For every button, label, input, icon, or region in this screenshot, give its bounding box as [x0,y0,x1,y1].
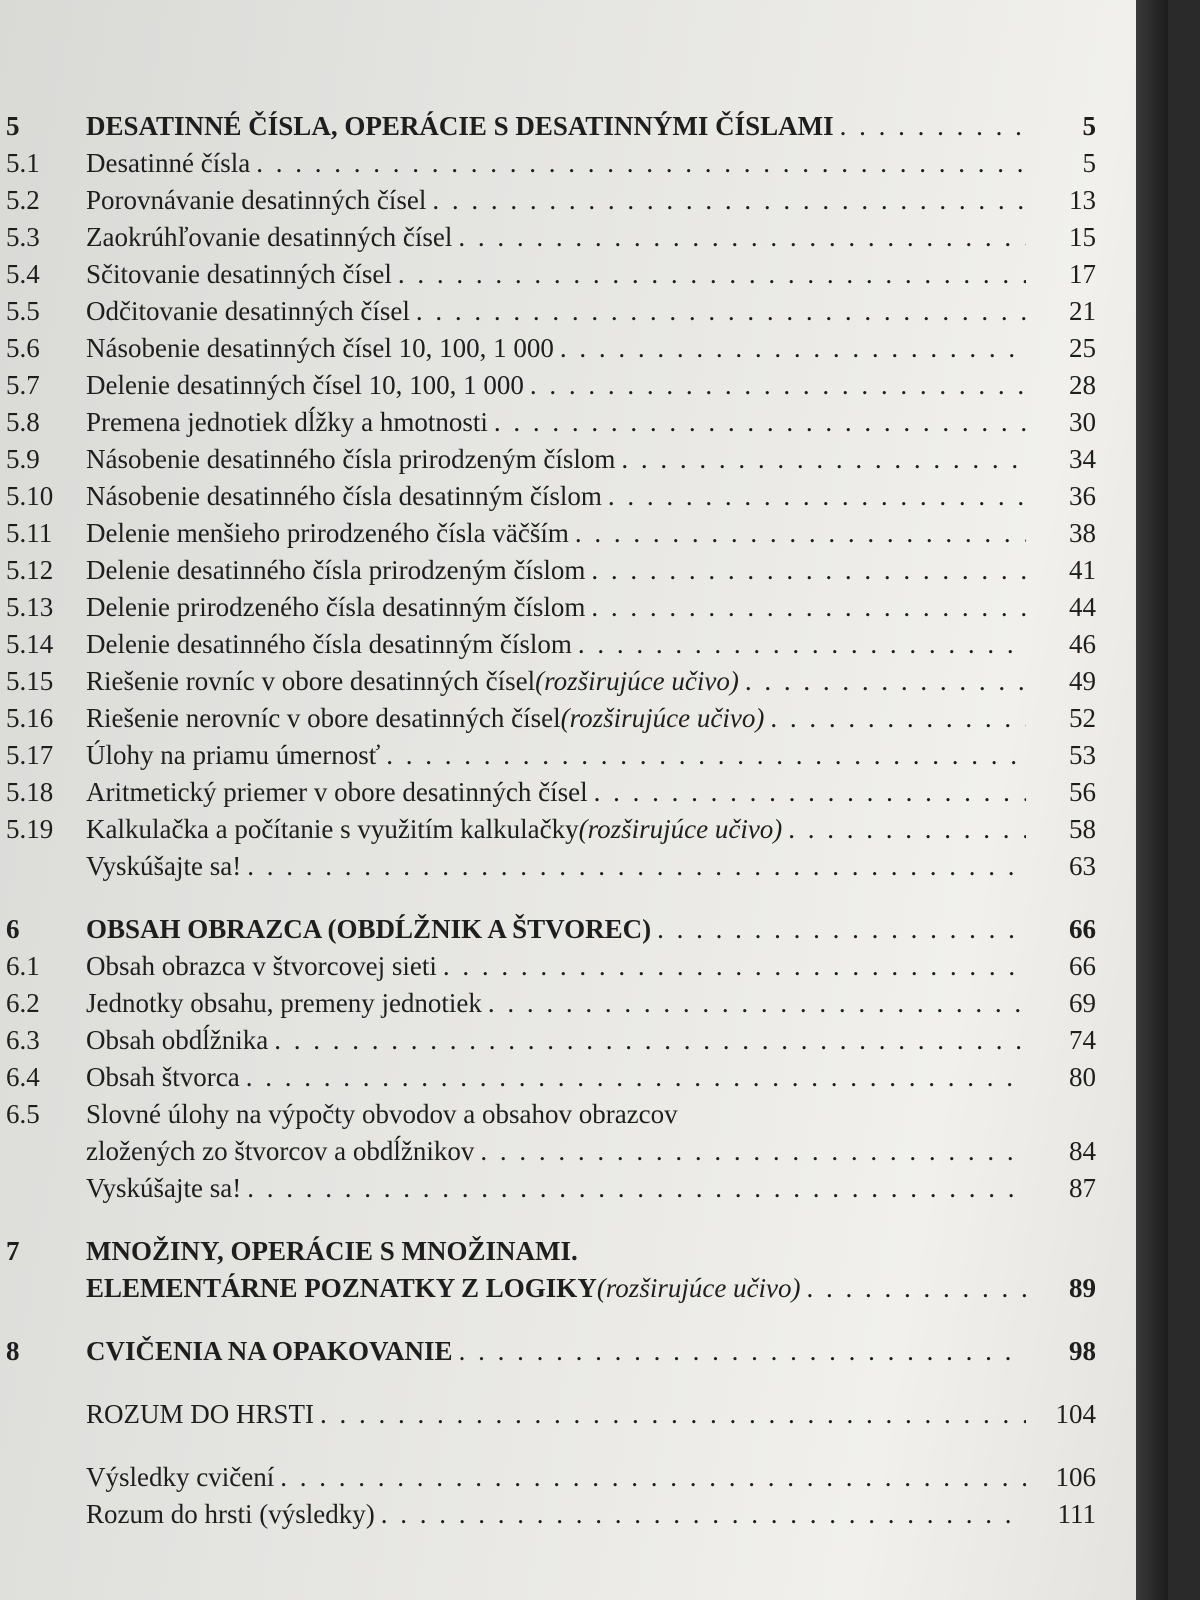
page-number: 66 [1069,951,1096,981]
section-title: Porovnávanie desatinných čísel [86,185,427,215]
chapter-number: 8 [6,1336,20,1366]
section-title: Desatinné čísla [86,148,251,178]
section-title: Odčitovanie desatinných čísel [86,296,410,326]
chapter-number: 7 [6,1236,20,1266]
chapter-6-sections [0,948,1168,1096]
section-note: (rozširujúce učivo) [560,703,765,733]
section-title: Zaokrúhľovanie desatinných čísel [86,222,453,252]
section-number: 5.16 [6,703,54,733]
section-note: (rozširujúce učivo) [578,814,783,844]
dot-leader [452,219,1026,256]
section-number: 5.15 [6,666,54,696]
page-number: 74 [1069,1025,1096,1055]
chapter-title: DESATINNÉ ČÍSLA, OPERÁCIE S DESATINNÝMI ČÍSLAMI [86,111,834,141]
page-number: 87 [1069,1173,1096,1203]
toc-section [0,145,1168,182]
toc-section [0,848,1168,885]
section-title: Úlohy na priamu úmernosť [86,740,381,770]
page-number: 89 [1069,1273,1096,1303]
dot-leader [274,1459,1026,1496]
page-number: 53 [1069,740,1096,770]
section-title: Aritmetický priemer v obore desatinných čísel [86,777,588,807]
page-number: 36 [1069,481,1096,511]
page-number: 58 [1069,814,1096,844]
page-number: 84 [1069,1136,1096,1166]
section-number: 6.1 [6,951,40,981]
page-number: 66 [1069,914,1096,944]
toc-section [0,256,1168,293]
toc-section-6-5 [0,1096,1168,1170]
section-number: 5.1 [6,148,40,178]
section-title: Vyskúšajte sa! [86,851,242,881]
section-title: Riešenie nerovníc v obore desatinných čísel [86,703,561,733]
page-number: 104 [1055,1399,1096,1429]
page-number: 21 [1069,296,1096,326]
toc-chapter-7 [0,1233,1168,1307]
toc-section [0,330,1168,367]
dot-leader [426,182,1026,219]
section-number: 6.4 [6,1062,40,1092]
dot-leader [482,985,1026,1022]
dot-leader [375,1496,1026,1533]
dot-leader [268,1022,1026,1059]
page-number: 69 [1069,988,1096,1018]
section-number: 5.6 [6,333,40,363]
page-number: 106 [1055,1462,1096,1492]
page-number: 5 [1082,148,1096,178]
page-number: 25 [1069,333,1096,363]
dot-leader [834,108,1026,145]
toc-section [0,811,1168,848]
section-title: Obsah obrazca v štvorcovej sieti [86,951,437,981]
dot-leader [764,700,1026,737]
section-title: Obsah štvorca [86,1062,240,1092]
page-number: 41 [1069,555,1096,585]
toc-section [0,515,1168,552]
toc-section [0,737,1168,774]
section-title: Premena jednotiek dĺžky a hmotnosti [86,407,488,437]
dot-leader [739,663,1026,700]
toc-vysledky-cviceni [0,1459,1168,1496]
chapter-number: 5 [6,111,20,141]
section-number: 5.9 [6,444,40,474]
section-number: 6.5 [6,1099,40,1129]
section-note: (rozširujúce učivo) [535,666,739,696]
section-number: 5.19 [6,814,54,844]
toc-chapter-5 [0,108,1168,145]
dot-leader [241,1170,1026,1207]
page-number: 30 [1069,407,1096,437]
toc-section [0,626,1168,663]
toc-section [0,774,1168,811]
toc-section [0,552,1168,589]
page-number: 34 [1069,444,1096,474]
page-number: 56 [1069,777,1096,807]
toc-section [0,441,1168,478]
dot-leader [437,948,1026,985]
toc-section [0,589,1168,626]
page-number: 46 [1069,629,1096,659]
chapter-number: 6 [6,914,20,944]
toc-section [0,182,1168,219]
chapter-5-sections [0,145,1168,885]
dot-leader [240,1059,1026,1096]
chapter-title-line2: ELEMENTÁRNE POZNATKY Z LOGIKY [86,1273,597,1303]
section-number: 5.7 [6,370,40,400]
page-number: 111 [1057,1499,1096,1529]
section-number: 5.8 [6,407,40,437]
toc-section [0,219,1168,256]
section-title: Rozum do hrsti (výsledky) [86,1499,375,1529]
chapter-title: OBSAH OBRAZCA (OBDĹŽNIK A ŠTVOREC) [86,914,652,944]
page-number: 52 [1069,703,1096,733]
section-title: Delenie desatinných čísel 10, 100, 1 000 [86,370,524,400]
section-title: Násobenie desatinného čísla desatinným číslom [86,481,602,511]
section-title: Jednotky obsahu, premeny jednotiek [86,988,482,1018]
dot-leader [524,367,1026,404]
dot-leader [380,737,1026,774]
dot-leader [585,552,1026,589]
chapter-title-line1: MNOŽINY, OPERÁCIE S MNOŽINAMI. [86,1236,578,1266]
page-number: 38 [1069,518,1096,548]
toc-chapter-6 [0,911,1168,948]
dot-leader [782,811,1026,848]
section-title: Delenie prirodzeného čísla desatinným číslom [86,592,586,622]
page-number: 63 [1069,851,1096,881]
section-title: Kalkulačka a počítanie s využitím kalkulačky [86,814,579,844]
toc-section [0,985,1168,1022]
section-title: Delenie desatinného čísla prirodzeným číslom [86,555,586,585]
chapter-note: (rozširujúce učivo) [596,1273,801,1303]
section-number: 5.13 [6,592,54,622]
toc-section [0,478,1168,515]
toc-section [0,663,1168,700]
toc-section [0,948,1168,985]
page-number: 17 [1069,259,1096,289]
dot-leader [474,1133,1026,1170]
page-edge-shadow [1136,0,1168,1600]
page-number: 5 [1082,111,1096,141]
section-title: Vyskúšajte sa! [86,1173,242,1203]
dot-leader [314,1396,1026,1433]
section-number: 5.4 [6,259,40,289]
toc-section [0,1059,1168,1096]
section-number: 5.17 [6,740,54,770]
dot-leader [554,330,1026,367]
toc-section [0,367,1168,404]
dot-leader [588,774,1026,811]
section-title: Delenie desatinného čísla desatinným číslom [86,629,572,659]
dot-leader [585,589,1026,626]
section-number: 5.3 [6,222,40,252]
section-title: Násobenie desatinných čísel 10, 100, 1 000 [86,333,554,363]
page-number: 13 [1069,185,1096,215]
section-title: Výsledky cvičení [86,1462,275,1492]
section-number: 6.2 [6,988,40,1018]
section-number: 5.11 [6,518,53,548]
dot-leader [410,293,1026,330]
section-title: Sčitovanie desatinných čísel [86,259,392,289]
toc-section [0,1022,1168,1059]
section-title: Násobenie desatinného čísla prirodzeným číslom [86,444,616,474]
dot-leader [651,911,1026,948]
page-number: 15 [1069,222,1096,252]
section-number: 6.3 [6,1025,40,1055]
section-number: 5.5 [6,296,40,326]
dot-leader [392,256,1026,293]
section-number: 5.12 [6,555,54,585]
toc-rozum-vysledky [0,1496,1168,1533]
section-number: 5.14 [6,629,54,659]
toc-rozum-do-hrsti [0,1396,1168,1433]
page-number: 98 [1069,1336,1096,1366]
dot-leader [241,848,1026,885]
section-number: 5.2 [6,185,40,215]
toc-chapter-6-test [0,1170,1168,1207]
dot-leader [572,626,1026,663]
dot-leader [602,478,1026,515]
section-title-line2: zložených zo štvorcov a obdĺžnikov [86,1136,475,1166]
page-number: 44 [1069,592,1096,622]
section-number: 5.10 [6,481,54,511]
section-title: Delenie menšieho prirodzeného čísla väčším [86,518,569,548]
toc-section [0,700,1168,737]
table-of-contents [0,108,1168,1533]
toc-section [0,404,1168,441]
toc-chapter-8 [0,1333,1168,1370]
dot-leader [615,441,1026,478]
page-number: 49 [1069,666,1096,696]
dot-leader [453,1333,1026,1370]
section-title-line1: Slovné úlohy na výpočty obvodov a obsahov obrazcov [86,1099,678,1129]
dot-leader [801,1270,1026,1307]
section-title: Obsah obdĺžnika [86,1025,269,1055]
chapter-title: CVIČENIA NA OPAKOVANIE [86,1336,453,1366]
dot-leader [569,515,1026,552]
dot-leader [250,145,1026,182]
section-title: ROZUM DO HRSTI [86,1399,315,1429]
section-title: Riešenie rovníc v obore desatinných čísel [86,666,536,696]
section-number: 5.18 [6,777,54,807]
dot-leader [488,404,1026,441]
page-number: 28 [1069,370,1096,400]
page-number: 80 [1069,1062,1096,1092]
toc-section [0,293,1168,330]
